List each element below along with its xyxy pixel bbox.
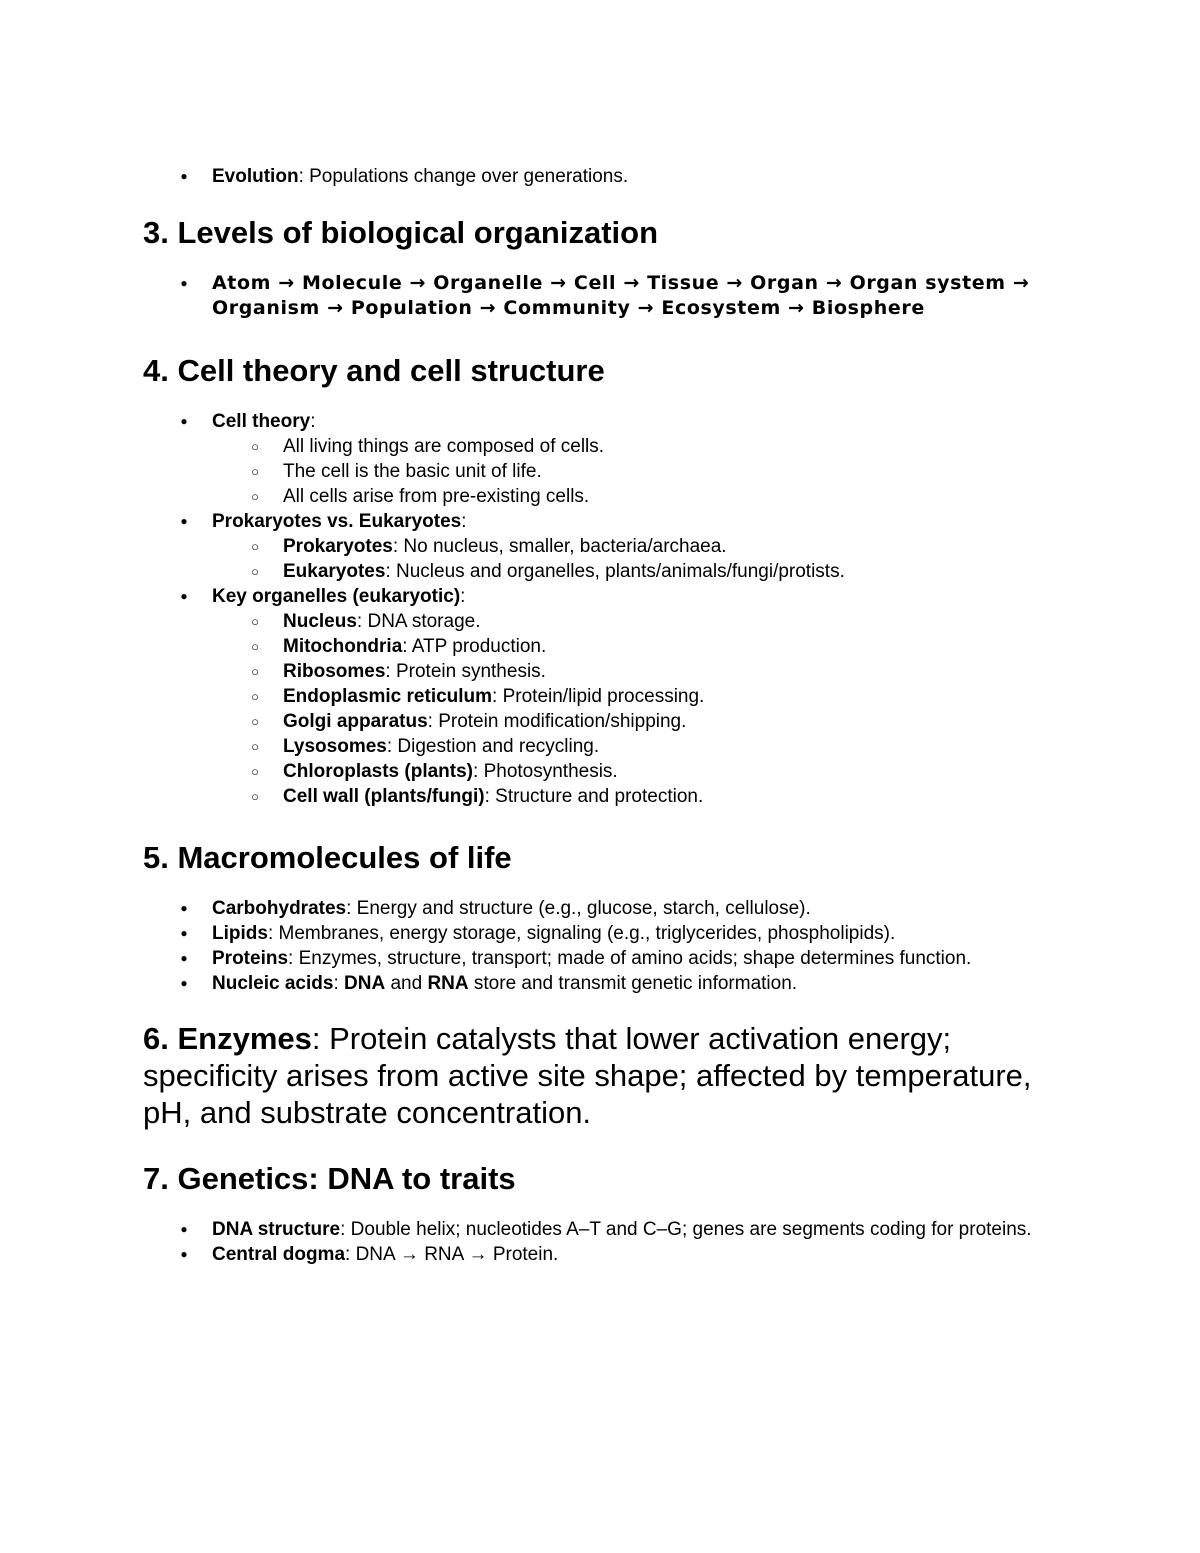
sub-item-text: : Structure and protection.: [484, 786, 704, 807]
bullet-icon: ●: [180, 976, 188, 990]
sub-list-item: [212, 484, 1073, 509]
sub-item-text: : Protein synthesis.: [385, 661, 546, 682]
genetics-list: [143, 1217, 1073, 1267]
sub-list: [141, 434, 1073, 509]
bullet-icon: ●: [180, 169, 188, 183]
sub-list: [141, 534, 1073, 584]
list-item: [180, 584, 1073, 809]
hollow-bullet-icon: ○: [251, 489, 259, 504]
sub-item-text: The cell is the basic unit of life.: [283, 461, 542, 482]
definition-text: : Energy and structure (e.g., glucose, starch, cellulose).: [346, 898, 811, 919]
sub-item-text: All cells arise from pre-existing cells.: [283, 486, 590, 507]
term-suffix: :: [461, 511, 467, 532]
list-item: [180, 409, 1073, 509]
hollow-bullet-icon: ○: [251, 439, 259, 454]
sub-item-text: : DNA storage.: [356, 611, 481, 632]
definition-text: : Populations change over generations.: [298, 166, 629, 187]
sub-list-item: [212, 709, 1073, 734]
sub-item-text: : No nucleus, smaller, bacteria/archaea.: [392, 536, 727, 557]
bullet-icon: ●: [180, 926, 188, 940]
hollow-bullet-icon: ○: [251, 714, 259, 729]
section-heading-text: : Protein catalysts that lower activation energy; specificity arises from active site shape; affected by temperature, pH, and substrate concentration.: [143, 1021, 1032, 1130]
list-item: [180, 164, 1073, 189]
hollow-bullet-icon: ○: [251, 614, 259, 629]
document-content: [143, 164, 1073, 1267]
list-item: [180, 1217, 1073, 1242]
section-heading: 3. Levels of biological organization: [143, 215, 659, 250]
sub-term-label: Ribosomes: [283, 661, 386, 682]
sub-item-text: All living things are composed of cells.: [283, 436, 605, 457]
term-label: Proteins: [212, 948, 289, 969]
list-item: [180, 1242, 1073, 1267]
term-suffix: :: [460, 586, 466, 607]
sub-list-item: [212, 784, 1073, 809]
list-item: [180, 946, 1073, 971]
sub-term-label: Golgi apparatus: [283, 711, 428, 732]
hollow-bullet-icon: ○: [251, 639, 259, 654]
sub-item-text: : Protein/lipid processing.: [492, 686, 705, 707]
term-suffix: :: [310, 411, 316, 432]
definition-text: : DNA → RNA → Protein.: [345, 1244, 559, 1265]
term-label: Key organelles (eukaryotic): [212, 586, 461, 607]
bullet-icon: ●: [180, 1247, 188, 1261]
definition-text: :: [333, 973, 345, 994]
bullet-icon: ●: [180, 951, 188, 965]
sub-list-item: [212, 659, 1073, 684]
levels-list: [143, 271, 1073, 321]
sub-list-item: [212, 534, 1073, 559]
bullet-icon: ●: [180, 589, 188, 603]
definition-text: : Enzymes, structure, transport; made of amino acids; shape determines function.: [288, 948, 972, 969]
section-heading-bold: 6. Enzymes: [143, 1021, 312, 1056]
sub-list-item: [212, 634, 1073, 659]
sub-term-label: Nucleus: [283, 611, 357, 632]
hollow-bullet-icon: ○: [251, 564, 259, 579]
term-label: DNA structure: [212, 1219, 341, 1240]
bullet-icon: ●: [180, 414, 188, 428]
sub-term-label: Cell wall (plants/fungi): [283, 786, 485, 807]
sub-term-label: Lysosomes: [283, 736, 387, 757]
sub-item-text: : Protein modification/shipping.: [427, 711, 687, 732]
hollow-bullet-icon: ○: [251, 664, 259, 679]
sub-list-item: [212, 759, 1073, 784]
organization-chain: Atom → Molecule → Organelle → Cell → Tissue → Organ → Organ system → Organism → Population → Community → Ecosystem → Biosphere: [212, 272, 1030, 319]
list-item: [180, 971, 1073, 996]
sub-term-label: Eukaryotes: [283, 561, 386, 582]
evolution-list: [143, 164, 1073, 189]
term-label: Carbohydrates: [212, 898, 347, 919]
sub-item-text: : ATP production.: [402, 636, 547, 657]
dna-label: DNA: [344, 973, 386, 994]
sub-term-label: Prokaryotes: [283, 536, 393, 557]
sub-item-text: : Nucleus and organelles, plants/animals/fungi/protists.: [385, 561, 845, 582]
definition-text: and: [385, 973, 428, 994]
section-heading: [143, 1020, 1073, 1131]
term-label: Evolution: [212, 166, 299, 187]
sub-list-item: [212, 734, 1073, 759]
sub-item-text: : Digestion and recycling.: [386, 736, 600, 757]
sub-term-label: Mitochondria: [283, 636, 403, 657]
sub-list: [141, 609, 1073, 809]
sub-list-item: [212, 434, 1073, 459]
sub-list-item: [212, 459, 1073, 484]
sub-item-text: : Photosynthesis.: [473, 761, 618, 782]
sub-term-label: Endoplasmic reticulum: [283, 686, 493, 707]
cell-list: [143, 409, 1073, 809]
term-label: Prokaryotes vs. Eukaryotes: [212, 511, 462, 532]
macromolecules-list: [143, 896, 1073, 996]
bullet-icon: ●: [180, 514, 188, 528]
hollow-bullet-icon: ○: [251, 739, 259, 754]
sub-term-label: Chloroplasts (plants): [283, 761, 474, 782]
list-item: [180, 896, 1073, 921]
section-heading: 5. Macromolecules of life: [143, 840, 512, 875]
sub-list-item: [212, 609, 1073, 634]
sub-list-item: [212, 684, 1073, 709]
definition-text: store and transmit genetic information.: [468, 973, 798, 994]
term-label: Cell theory: [212, 411, 311, 432]
bullet-icon: ●: [180, 1222, 188, 1236]
section-heading: 7. Genetics: DNA to traits: [143, 1161, 516, 1196]
sub-list-item: [212, 559, 1073, 584]
definition-text: : Membranes, energy storage, signaling (e.g., triglycerides, phospholipids).: [267, 923, 896, 944]
bullet-icon: ●: [180, 276, 188, 290]
list-item: [180, 271, 1073, 321]
hollow-bullet-icon: ○: [251, 464, 259, 479]
term-label: Central dogma: [212, 1244, 346, 1265]
hollow-bullet-icon: ○: [251, 789, 259, 804]
hollow-bullet-icon: ○: [251, 689, 259, 704]
section-heading: 4. Cell theory and cell structure: [143, 353, 605, 388]
hollow-bullet-icon: ○: [251, 539, 259, 554]
term-label: Nucleic acids: [212, 973, 334, 994]
bullet-icon: ●: [180, 901, 188, 915]
rna-label: RNA: [427, 973, 469, 994]
term-label: Lipids: [212, 923, 268, 944]
list-item: [180, 509, 1073, 584]
list-item: [180, 921, 1073, 946]
definition-text: : Double helix; nucleotides A–T and C–G; genes are segments coding for proteins.: [340, 1219, 1032, 1240]
hollow-bullet-icon: ○: [251, 764, 259, 779]
